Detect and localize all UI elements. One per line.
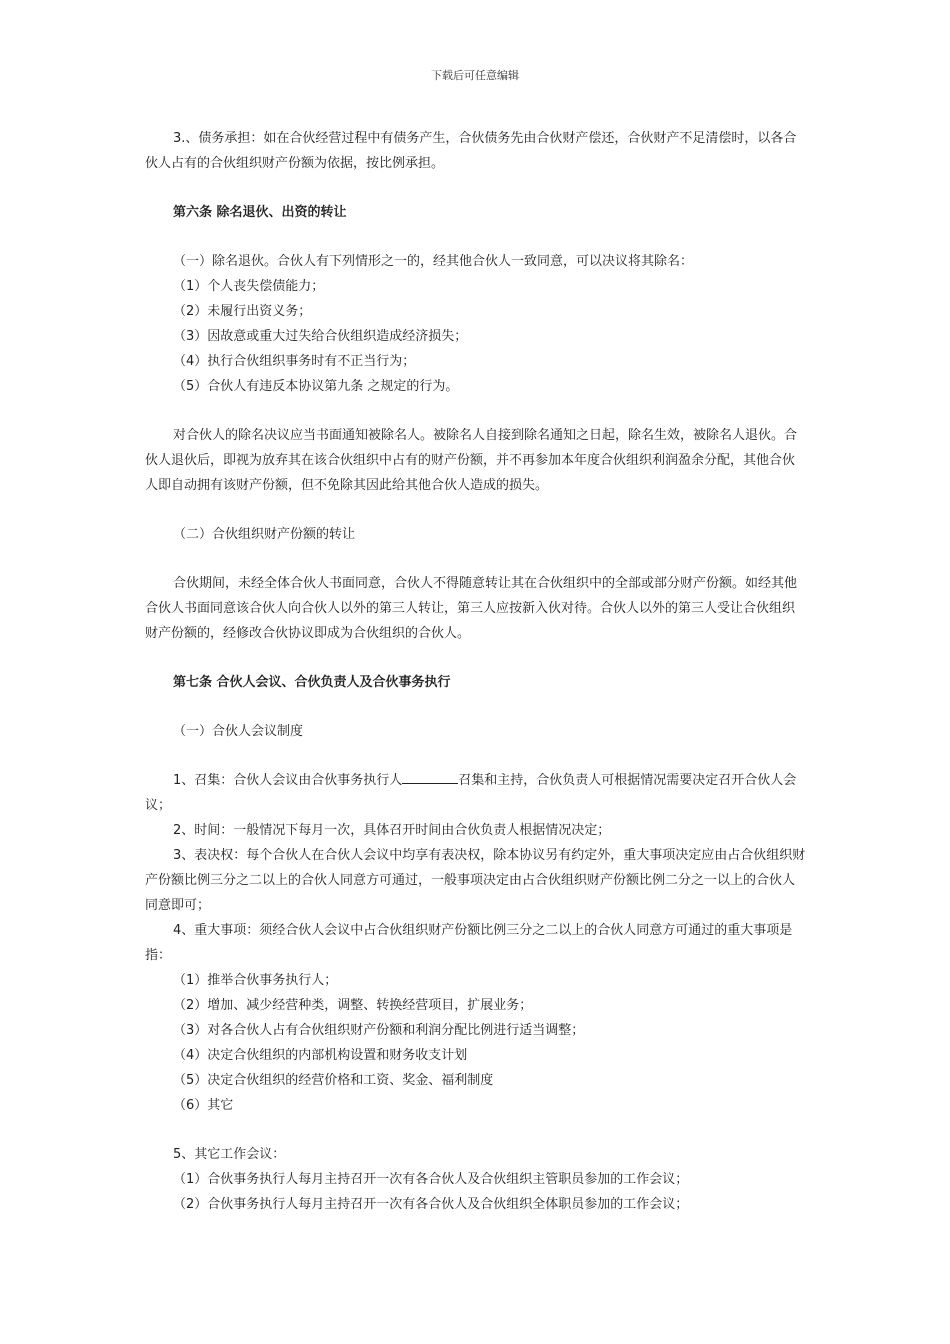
list-item: （5）合伙人有违反本协议第九条 之规定的行为。	[173, 379, 459, 394]
list-item: （1）个人丧失偿债能力；	[173, 279, 325, 294]
list-item: （3）因故意或重大过失给合伙组织造成经济损失；	[173, 329, 468, 344]
section-6-2-title: （二）合伙组织财产份额的转让	[173, 527, 356, 542]
list-item: （6）其它	[173, 1098, 234, 1113]
paragraph-debt: 3.、债务承担：如在合伙经营过程中有债务产生，合伙债务先由合伙财产偿还，合伙财产不足清偿时，以各合伙人占有的合伙组织财产份额为依据，按比例承担。	[145, 131, 797, 171]
paragraph-other-meetings: 5、其它工作会议：	[173, 1147, 286, 1162]
paragraph-transfer: 合伙期间，未经全体合伙人书面同意，合伙人不得随意转让其在合伙组织中的全部或部分财产份额。如经其他合伙人书面同意该合伙人向合伙人以外的第三人转让，第三人应按新入伙对待。合伙人以外的第三人受让合伙组织财产份额的，经修改合伙协议即成为合伙组织的合伙人。	[145, 576, 798, 641]
document-body	[145, 126, 807, 1217]
fill-in-blank	[402, 769, 458, 784]
paragraph-convene	[145, 768, 807, 818]
list-item: （1）推举合伙事务执行人；	[173, 973, 338, 988]
paragraph-time: 2、时间：一般情况下每月一次，具体召开时间由合伙负责人根据情况决定；	[173, 823, 611, 838]
list-item: （4）执行合伙组织事务时有不正当行为；	[173, 354, 416, 369]
paragraph-major: 4、重大事项：须经合伙人会议中占合伙组织财产份额比例三分之二以上的合伙人同意方可通过的重大事项是指：	[145, 923, 793, 963]
list-item: （2）未履行出资义务；	[173, 304, 312, 319]
paragraph-vote: 3、表决权：每个合伙人在合伙人会议中均享有表决权，除本协议另有约定外，重大事项决定应由占合伙组织财产份额比例三分之二以上的合伙人同意方可通过，一般事项决定由占合伙组织财产份额比例二分之一以上的合伙人同意即可；	[145, 848, 806, 913]
convene-text-a: 1、召集：合伙人会议由合伙事务执行人	[173, 773, 403, 788]
list-item: （2）合伙事务执行人每月主持召开一次有各合伙人及合伙组织全体职员参加的工作会议；	[173, 1197, 689, 1212]
list-item: （2）增加、减少经营种类，调整、转换经营项目，扩展业务；	[173, 998, 533, 1013]
article-7-title: 第七条 合伙人会议、合伙负责人及合伙事务执行	[173, 675, 451, 690]
list-item: （5）决定合伙组织的经营价格和工资、奖金、福利制度	[173, 1073, 494, 1088]
list-item: （4）决定合伙组织的内部机构设置和财务收支计划	[173, 1048, 468, 1063]
convene-text-b: 召集和主持，合伙负责人可根据情况需要决定召开合伙人会议；	[145, 773, 797, 813]
article-6-title: 第六条 除名退伙、出资的转让	[173, 205, 347, 220]
paragraph-removal: 对合伙人的除名决议应当书面通知被除名人。被除名人自接到除名通知之日起，除名生效，被除名人退伙。合伙人退伙后，即视为放弃其在该合伙组织中占有的财产份额，并不再参加本年度合伙组织利润盈余分配，其他合伙人即自动拥有该财产份额，但不免除其因此给其他合伙人造成的损失。	[145, 428, 798, 493]
list-item: （3）对各合伙人占有合伙组织财产份额和利润分配比例进行适当调整；	[173, 1023, 585, 1038]
list-item: （1）合伙事务执行人每月主持召开一次有各合伙人及合伙组织主管职员参加的工作会议；	[173, 1172, 689, 1187]
section-7-1-title: （一）合伙人会议制度	[173, 724, 304, 739]
page-header: 下载后可任意编辑	[431, 69, 519, 82]
section-6-1-title: （一）除名退伙。合伙人有下列情形之一的，经其他合伙人一致同意，可以决议将其除名：	[173, 254, 694, 269]
